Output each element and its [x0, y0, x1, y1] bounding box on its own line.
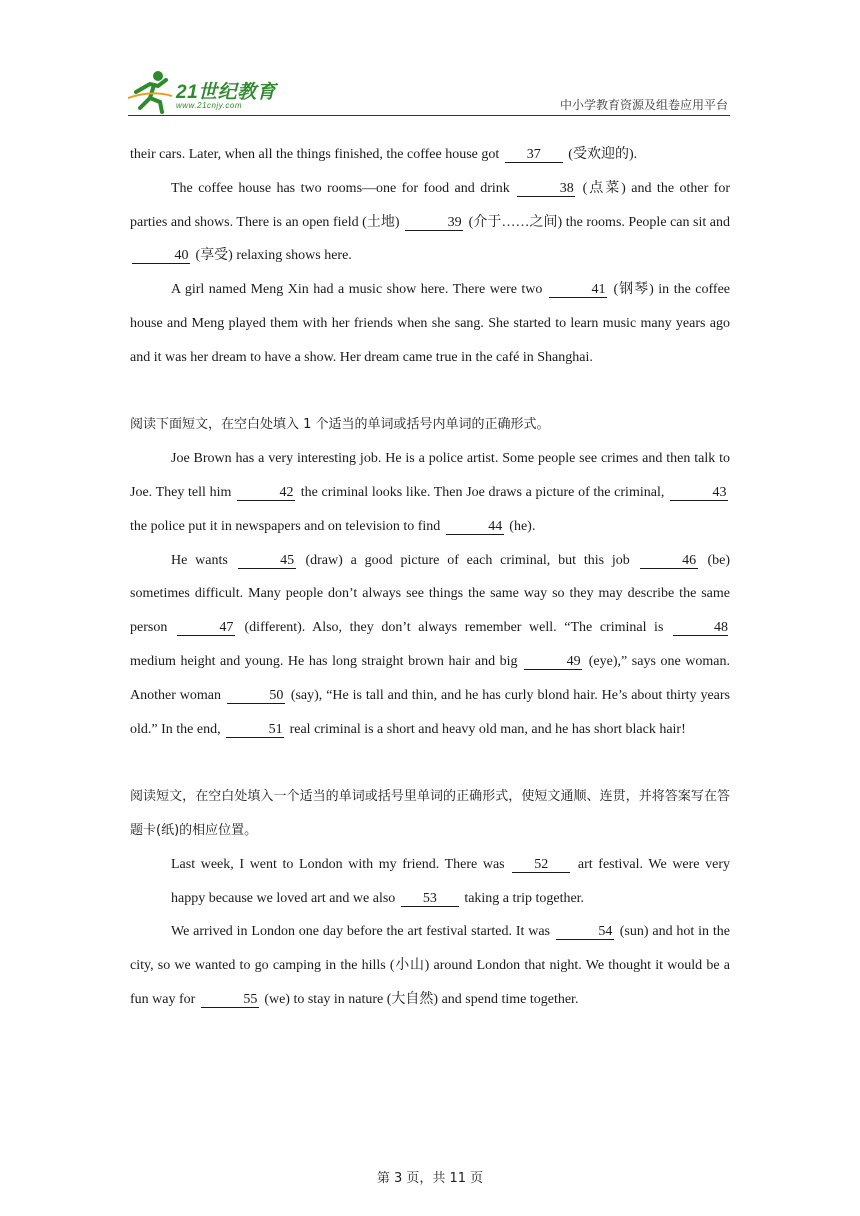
instruction: 阅读下面短文，在空白处填入 1 个适当的单词或括号内单词的正确形式。	[130, 417, 550, 433]
paragraph: their cars. Later, when all the things finished, the coffee house got 37 (受欢迎的).	[130, 147, 638, 162]
logo-text: 21世纪教育	[176, 82, 277, 103]
instruction: 阅读短文，在空白处填入一个适当的单词或括号里单词的正确形式，使短文通顺、连贯，并将答案写在答题卡(纸)的相应位置。	[130, 789, 730, 838]
answer-blank-53: 53	[401, 891, 459, 907]
paragraph: We arrived in London one day before the art festival started. It was 54 (sun) and hot in the city, so we wanted to go camping in the hills (小山) around London that night. We thought it would be a fun way for 55 (we) to stay in nature (大自然) and spend time together.	[130, 924, 731, 1007]
paragraph: Last week, I went to London with my friend. There was 52 art festival. We were very happy because we loved art and we also 53 taking a trip together.	[171, 856, 731, 906]
page-number: 第 3 页，共 11 页	[376, 1171, 484, 1186]
platform-label: 中小学教育资源及组卷应用平台	[559, 98, 728, 112]
answer-blank-55: 55	[201, 992, 259, 1008]
answer-blank-49: 49	[524, 654, 582, 670]
answer-blank-40: 40	[132, 248, 190, 264]
header-divider	[128, 115, 730, 116]
runner-icon	[128, 68, 176, 114]
answer-blank-46: 46	[640, 553, 698, 569]
logo	[128, 68, 298, 114]
answer-blank-38: 38	[517, 181, 575, 197]
page-header	[128, 68, 728, 116]
answer-blank-41: 41	[549, 282, 607, 298]
answer-blank-44: 44	[446, 519, 504, 535]
paragraph: Joe Brown has a very interesting job. He is a police artist. Some people see crimes and then talk to Joe. They tell him 42 the criminal looks like. Then Joe draws a picture of the criminal, 43 the police put it in newspapers and on television to find 44 (he).	[130, 451, 730, 534]
answer-blank-42: 42	[237, 485, 295, 501]
answer-blank-45: 45	[238, 553, 296, 569]
answer-blank-37: 37	[505, 147, 563, 163]
answer-blank-54: 54	[556, 924, 614, 940]
answer-blank-51: 51	[226, 722, 284, 738]
page-content	[130, 138, 730, 1017]
paragraph: A girl named Meng Xin had a music show here. There were two 41 (钢琴) in the coffee house and Meng played them with her friends when she sang. She started to learn music many years ago and it was her dream to have a show. Her dream came true in the café in Shanghai.	[130, 282, 731, 365]
paragraph: The coffee house has two rooms—one for food and drink 38 (点菜) and the other for parties and shows. There is an open field (土地) 39 (介于……之间) the rooms. People can sit and 40 (享受) relaxing shows here.	[130, 180, 731, 264]
answer-blank-43: 43	[670, 485, 728, 501]
answer-blank-48: 48	[673, 620, 728, 636]
logo-url: www.21cnjy.com	[176, 101, 242, 110]
answer-blank-50: 50	[227, 688, 285, 704]
answer-blank-52: 52	[512, 857, 570, 873]
answer-blank-39: 39	[405, 215, 463, 231]
paragraph: He wants 45 (draw) a good picture of each criminal, but this job 46 (be) sometimes difficult. Many people don’t always see things the same way so they may describe the same person 47 (different). Also, they don’t always remember well. “The criminal is 48 medium height and young. He has long straight brown hair and big 49 (eye),” says one woman. Another woman 50 (say), “He is tall and thin, and he has curly blond hair. He’s about thirty years old.” In the end, 51 real criminal is a short and heavy old man, and he has short black hair!	[130, 552, 730, 737]
answer-blank-47: 47	[177, 620, 235, 636]
